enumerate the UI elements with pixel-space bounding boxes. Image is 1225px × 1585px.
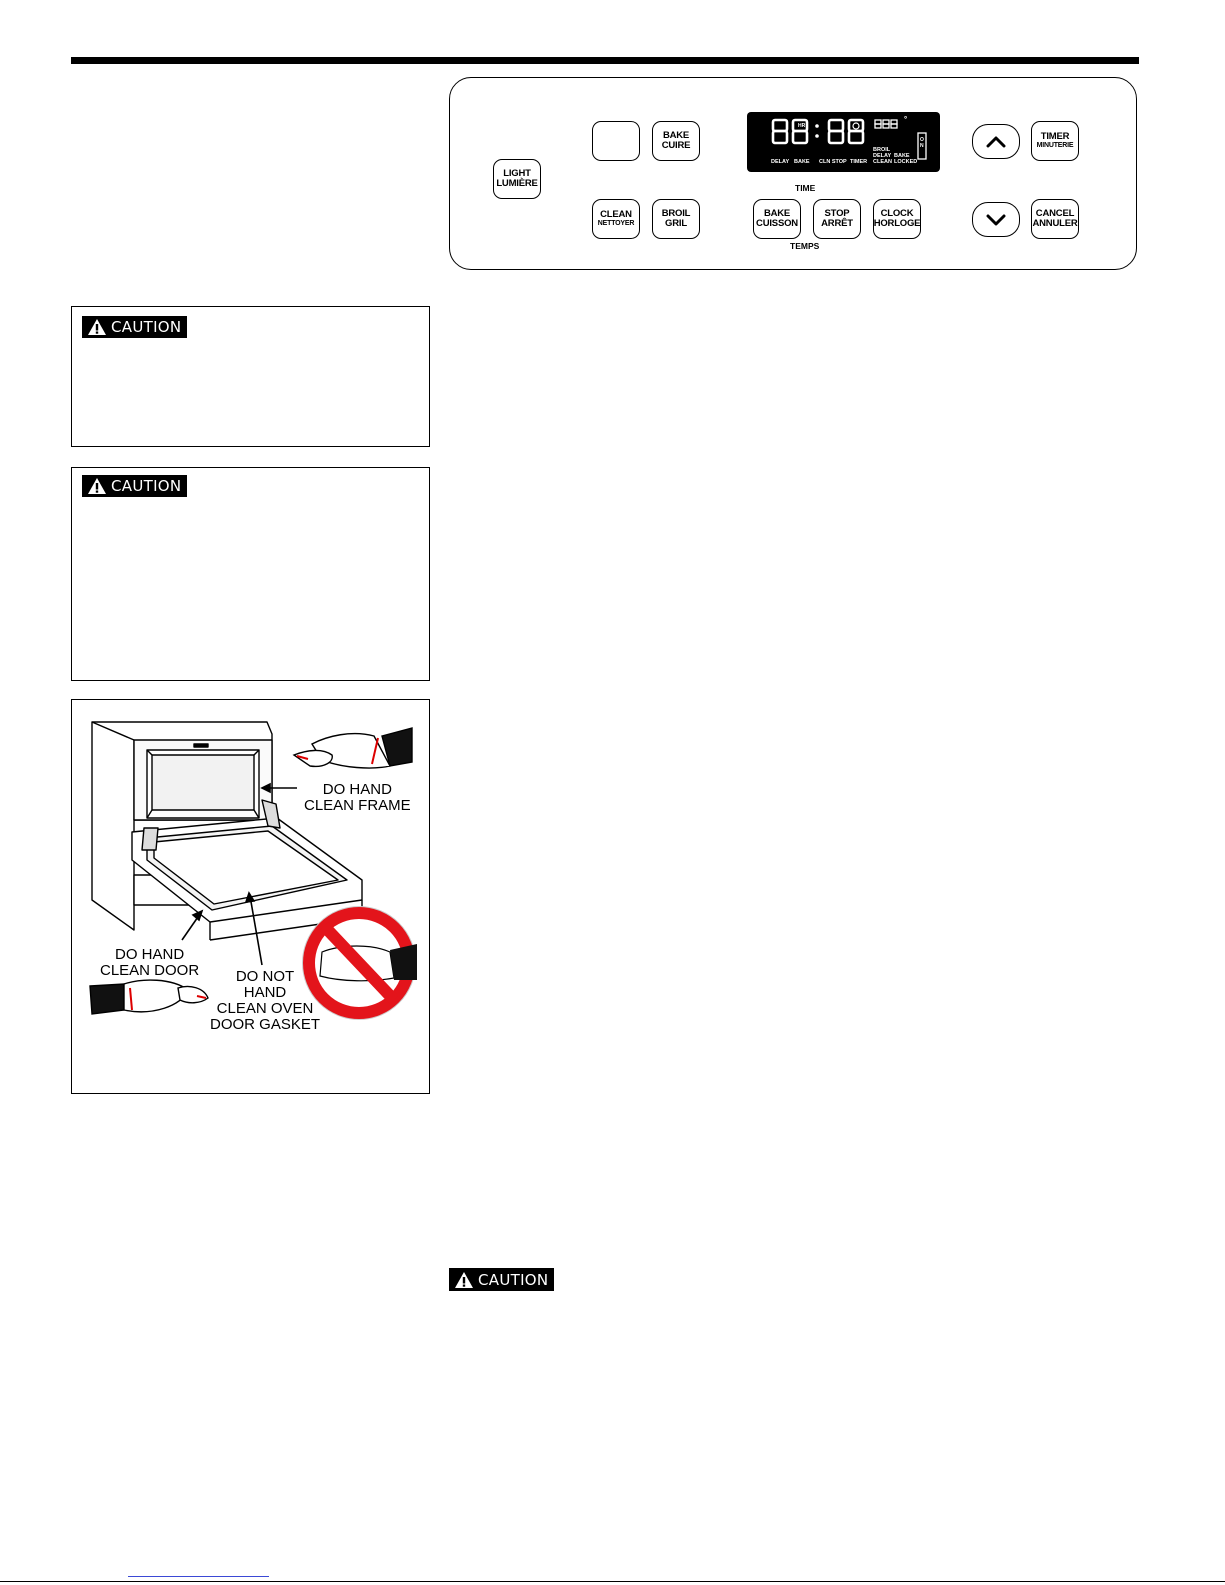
chevron-down-icon [986,214,1006,226]
gasket-label-line-2: HAND [243,984,287,1001]
door-label-line-1: DO HAND [115,946,185,963]
display-label-delay-2: DELAY [873,153,892,159]
gloved-hand-top [294,728,412,768]
chevron-up-icon [986,136,1006,148]
caution-text-2: CAUTION [111,477,182,495]
light-button-label: LIGHT [503,168,531,180]
warning-triangle-icon [87,477,107,495]
timer-label: TIMER [1040,131,1070,143]
warning-triangle-icon [87,318,107,336]
frame-label-line-2: CLEAN FRAME [304,797,411,814]
gasket-label-line-1: DO NOT [235,968,295,985]
temps-caption: TEMPS [790,241,820,251]
caution-label-3 [449,1268,554,1291]
on-indicator: ON [920,137,924,149]
gasket-label-line-3: CLEAN OVEN [216,1000,314,1017]
caution-label-1 [82,316,187,338]
broil-label: BROIL [661,208,691,220]
clock-label: CLOCK [880,208,914,220]
display-label-broil: BROIL [873,147,891,153]
frame-label [304,782,411,814]
bake-cuire-button[interactable] [652,121,700,161]
light-button-label-fr: LUMIÈRE [496,178,538,189]
broil-button[interactable] [652,199,700,239]
bake-cuire-label: BAKE [662,130,690,142]
broil-label-fr: GRIL [665,218,687,229]
stop-button[interactable] [813,199,861,239]
oven-control-panel [449,77,1137,270]
oven-drawing [72,700,429,1093]
stop-label: STOP [824,208,850,220]
degree-indicator: ° [904,115,908,124]
display-label-bake: BAKE [794,159,810,165]
light-button[interactable] [493,159,541,199]
display-label-timer: TIMER [850,159,868,165]
bottom-rule [0,1581,1225,1582]
gasket-label [210,969,320,1033]
warning-triangle-icon [454,1271,474,1289]
bake-cuisson-button[interactable] [753,199,801,239]
hr-indicator: HR [798,123,806,129]
caution-text-3: CAUTION [478,1270,549,1289]
footer-link-underline[interactable] [128,1576,269,1577]
caution-text-1: CAUTION [111,318,182,336]
bake-cuisson-label-fr: CUISSON [756,218,798,229]
door-label-line-2: CLEAN DOOR [100,962,200,979]
clock-button[interactable] [873,199,921,239]
stop-label-fr: ARRÊT [821,218,853,229]
caution-box-1 [71,306,430,447]
time-caption: TIME [795,183,816,193]
led-display [747,112,940,172]
display-label-clean: CLEAN [873,159,892,165]
up-arrow-button[interactable] [972,124,1020,159]
down-arrow-button[interactable] [972,202,1020,237]
top-rule [71,57,1139,64]
cancel-label-fr: ANNULER [1032,218,1078,229]
clean-button[interactable] [592,199,640,239]
cancel-label: CANCEL [1035,208,1075,220]
oven-cleaning-illustration [71,699,430,1094]
timer-button[interactable] [1031,121,1079,161]
blank-button[interactable] [592,121,640,161]
clean-label-fr: NETTOYER [597,220,635,228]
gasket-label-line-4: DOOR GASKET [210,1016,321,1033]
caution-box-2 [71,467,430,681]
caution-label-2 [82,475,187,497]
clean-label: CLEAN [600,209,632,221]
display-label-cln-stop: CLN STOP [819,159,847,165]
display-label-bake-2: BAKE [894,153,910,159]
bake-cuire-label-fr: CUIRE [661,140,691,151]
frame-label-line-1: DO HAND [322,781,392,798]
cancel-button[interactable] [1031,199,1079,239]
gloved-hand-bottom [90,980,208,1014]
bake-cuisson-label: BAKE [763,208,791,220]
display-label-delay: DELAY [771,159,790,165]
clock-label-fr: HORLOGE [873,218,921,229]
display-label-locked: LOCKED [894,159,918,165]
prohibited-icon [303,907,417,1019]
door-label [100,947,199,979]
timer-label-fr: MINUTERIE [1036,142,1074,150]
